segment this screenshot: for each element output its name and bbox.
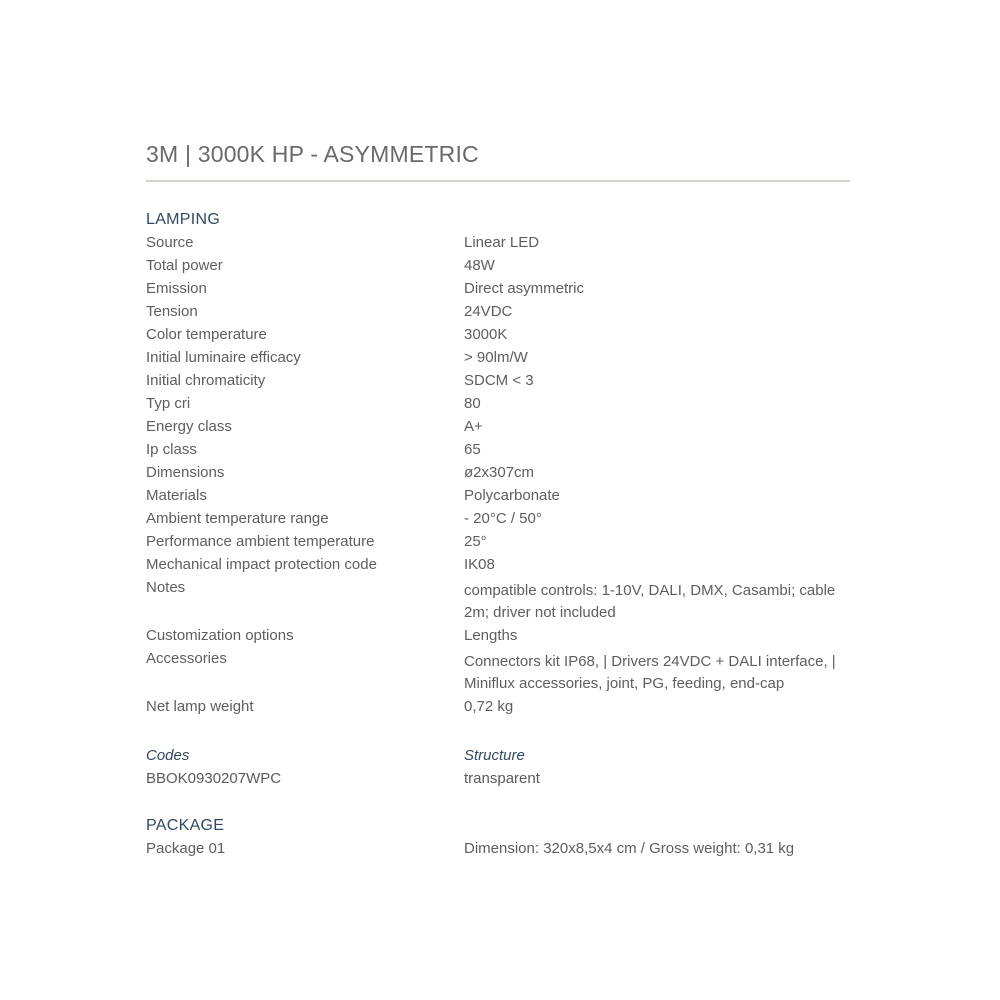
spec-label: Color temperature <box>146 326 267 343</box>
spec-row-emission <box>146 277 850 300</box>
product-spec-sheet <box>146 138 850 860</box>
spec-label: Performance ambient temperature <box>146 533 375 550</box>
spec-row-accessories <box>146 647 850 695</box>
spec-value: 24VDC <box>464 303 513 320</box>
spec-row-notes <box>146 576 850 624</box>
spec-label: Mechanical impact protection code <box>146 556 377 573</box>
spec-label: Total power <box>146 257 223 274</box>
spec-row-energy-class <box>146 415 850 438</box>
spec-label: Emission <box>146 280 207 297</box>
spec-label: Materials <box>146 487 207 504</box>
spec-value: Linear LED <box>464 234 540 251</box>
spec-value <box>464 647 850 695</box>
lamping-heading: LAMPING <box>146 211 221 228</box>
structure-column <box>464 744 540 790</box>
spec-value: 48W <box>464 257 495 274</box>
spec-label: Ambient temperature range <box>146 510 329 527</box>
spec-value: > 90lm/W <box>464 349 528 366</box>
codes-column <box>146 744 464 790</box>
spec-row-tension <box>146 300 850 323</box>
spec-value: Direct asymmetric <box>464 280 585 297</box>
spec-value-line: 2m; driver not included <box>464 604 616 621</box>
spec-value: ø2x307cm <box>464 464 535 481</box>
spec-label: Tension <box>146 303 198 320</box>
spec-value-line: Miniflux accessories, joint, PG, feeding, end-cap <box>464 675 785 692</box>
spec-row-ambient-temperature-range <box>146 507 850 530</box>
spec-value: - 20°C / 50° <box>464 510 542 527</box>
package-label: Package 01 <box>146 840 226 857</box>
spec-label: Accessories <box>146 650 227 667</box>
spec-label: Energy class <box>146 418 232 435</box>
spec-label: Net lamp weight <box>146 698 254 715</box>
package-row <box>146 837 850 860</box>
spec-row-chromaticity <box>146 369 850 392</box>
spec-value: 65 <box>464 441 481 458</box>
structure-heading: Structure <box>464 747 525 764</box>
spec-value: 80 <box>464 395 481 412</box>
spec-label: Ip class <box>146 441 197 458</box>
spec-row-materials <box>146 484 850 507</box>
spec-row-dimensions <box>146 461 850 484</box>
spec-row-total-power <box>146 254 850 277</box>
spec-value: Lengths <box>464 627 518 644</box>
page-title: 3M | 3000K HP - ASYMMETRIC <box>146 141 479 167</box>
spec-row-color-temperature <box>146 323 850 346</box>
spec-label: Source <box>146 234 194 251</box>
spec-value: SDCM < 3 <box>464 372 534 389</box>
spec-value-line: compatible controls: 1-10V, DALI, DMX, Casambi; cable <box>464 582 836 599</box>
spec-label: Initial chromaticity <box>146 372 266 389</box>
spec-row-performance-ambient-temperature <box>146 530 850 553</box>
spec-value <box>464 576 850 624</box>
spec-label: Dimensions <box>146 464 225 481</box>
spec-label: Initial luminaire efficacy <box>146 349 301 366</box>
spec-value: IK08 <box>464 556 495 573</box>
package-value: Dimension: 320x8,5x4 cm / Gross weight: 0,31 kg <box>464 840 795 857</box>
spec-value: A+ <box>464 418 483 435</box>
spec-row-source <box>146 231 850 254</box>
spec-value: Polycarbonate <box>464 487 560 504</box>
spec-value: 0,72 kg <box>464 698 514 715</box>
codes-structure-section <box>146 744 850 790</box>
spec-row-luminaire-efficacy <box>146 346 850 369</box>
spec-value: 25° <box>464 533 487 550</box>
codes-heading: Codes <box>146 747 190 764</box>
spec-label: Typ cri <box>146 395 191 412</box>
product-code: BBOK0930207WPC <box>146 770 282 787</box>
lamping-spec-list <box>146 231 850 718</box>
spec-label: Notes <box>146 579 186 596</box>
spec-row-customization-options <box>146 624 850 647</box>
package-heading: PACKAGE <box>146 817 225 834</box>
spec-label: Customization options <box>146 627 294 644</box>
spec-value-line: Connectors kit IP68, | Drivers 24VDC + DALI interface, | <box>464 653 836 670</box>
spec-row-net-lamp-weight <box>146 695 850 718</box>
structure-value: transparent <box>464 770 540 787</box>
spec-row-typ-cri <box>146 392 850 415</box>
spec-row-impact-protection-code <box>146 553 850 576</box>
title-divider <box>146 180 850 182</box>
spec-row-ip-class <box>146 438 850 461</box>
spec-value: 3000K <box>464 326 508 343</box>
